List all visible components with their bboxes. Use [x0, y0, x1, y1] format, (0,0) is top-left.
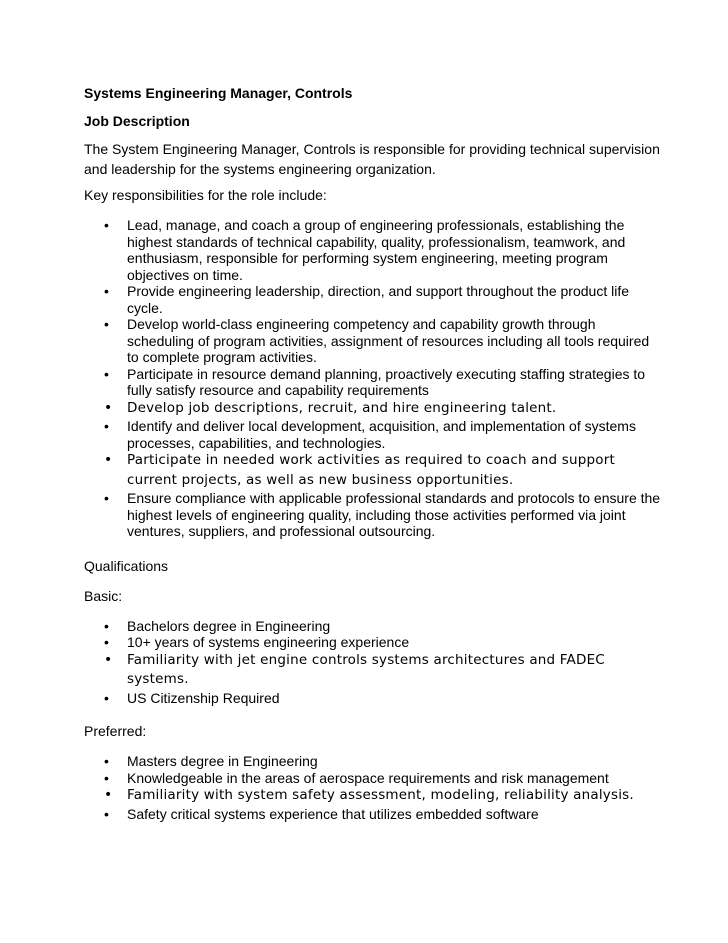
- list-item: [84, 418, 664, 451]
- job-description-heading: Job Description: [84, 113, 190, 129]
- list-item-text: Familiarity with system safety assessment, modeling, reliability analysis.: [127, 787, 634, 803]
- document-page: [84, 84, 664, 822]
- bullet-icon: •: [104, 418, 109, 434]
- list-item-text: Safety critical systems experience that utilizes embedded software: [127, 805, 539, 822]
- bullet-icon: •: [104, 399, 113, 416]
- list-item-text: Masters degree in Engineering: [127, 753, 318, 769]
- basic-qualifications-list: [84, 618, 664, 707]
- preferred-qualifications-list: [84, 753, 664, 822]
- list-item-text: Knowledgeable in the areas of aerospace requirements and risk management: [127, 769, 609, 786]
- bullet-icon: •: [104, 217, 109, 233]
- list-item-text: Bachelors degree in Engineering: [127, 617, 331, 634]
- list-item-text: Provide engineering leadership, direction, and support throughout the product life cycle.: [127, 283, 629, 316]
- list-item: [84, 651, 664, 690]
- bullet-icon: •: [104, 365, 109, 382]
- responsibilities-list: [84, 217, 664, 540]
- bullet-icon: •: [104, 634, 109, 650]
- basic-heading: Basic:: [84, 587, 123, 604]
- list-item-text: US Citizenship Required: [127, 689, 280, 706]
- bullet-icon: •: [104, 316, 109, 332]
- preferred-heading: Preferred:: [84, 723, 147, 739]
- list-item: [84, 366, 664, 399]
- qualifications-heading: Qualifications: [84, 557, 169, 574]
- list-item-text: Develop job descriptions, recruit, and hire engineering talent.: [127, 399, 557, 416]
- list-item: [84, 217, 664, 283]
- bullet-icon: •: [104, 651, 113, 668]
- list-item-text: Develop world-class engineering competency and capability growth through scheduling of program activities, assignment of resources including all tools required to complete program activities.: [127, 316, 650, 365]
- list-item: [84, 316, 664, 366]
- bullet-icon: •: [104, 787, 113, 803]
- bullet-icon: •: [104, 617, 109, 634]
- list-item: [84, 690, 664, 707]
- list-item: [84, 451, 664, 490]
- bullet-icon: •: [104, 283, 109, 299]
- bullet-icon: •: [104, 805, 109, 822]
- list-item-text: Familiarity with jet engine controls systems architectures and FADEC systems.: [127, 651, 605, 687]
- list-item: [84, 399, 664, 419]
- bullet-icon: •: [104, 689, 109, 706]
- list-item: [84, 786, 664, 806]
- list-item: [84, 490, 664, 540]
- list-item: [84, 283, 664, 316]
- list-item-text: Participate in resource demand planning, proactively executing staffing strategies to fully satisfy resource and capability requirements: [127, 365, 646, 398]
- list-item: [84, 770, 664, 787]
- job-title: Systems Engineering Manager, Controls: [84, 85, 353, 101]
- list-item-text: Ensure compliance with applicable professional standards and protocols to ensure the highest levels of engineering quality, including those activities performed via joint ventures, suppliers, and professional outsourcing.: [127, 490, 661, 539]
- intro-paragraph: The System Engineering Manager, Controls is responsible for providing technical supervision and leadership for the systems engineering organization.: [84, 141, 660, 177]
- bullet-icon: •: [104, 452, 113, 468]
- list-item: [84, 618, 664, 635]
- list-item: [84, 634, 664, 651]
- bullet-icon: •: [104, 490, 109, 506]
- bullet-icon: •: [104, 753, 109, 769]
- list-item-text: Identify and deliver local development, acquisition, and implementation of systems processes, capabilities, and technologies.: [127, 418, 636, 451]
- list-item: [84, 753, 664, 770]
- list-item-text: 10+ years of systems engineering experience: [127, 634, 410, 650]
- bullet-icon: •: [104, 769, 109, 786]
- list-item: [84, 806, 664, 823]
- list-item-text: Participate in needed work activities as required to coach and support current projects, as well as new business opportunities.: [127, 452, 615, 488]
- list-item-text: Lead, manage, and coach a group of engineering professionals, establishing the highest standards of technical capability, quality, professionalism, teamwork, and enthusiasm, responsible for performing system engineering, meeting program objectives on time.: [127, 217, 626, 283]
- responsibilities-intro: Key responsibilities for the role include:: [84, 187, 327, 203]
